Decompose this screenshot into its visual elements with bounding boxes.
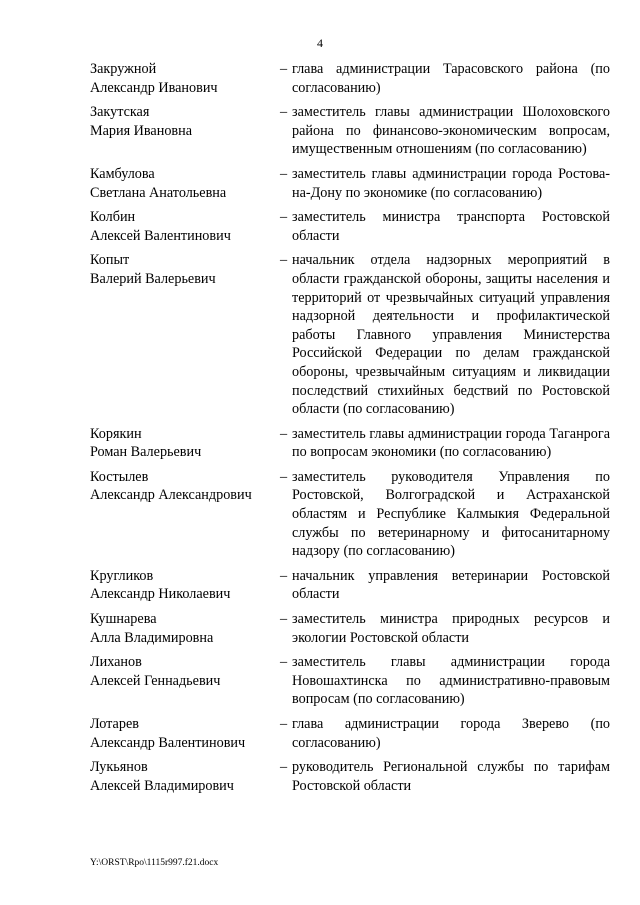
person-name [90,251,280,418]
person-name [90,653,280,709]
dash: – [280,759,288,776]
given-names: Валерий Валерьевич [90,270,216,287]
person-name [90,468,280,561]
position-description: заместитель министра транспорта Ростовской области [292,209,610,244]
position-description: начальник управления ветеринарии Ростовской области [292,567,610,603]
person-name [90,60,280,97]
list-item [90,758,610,795]
member-list [90,60,610,801]
position-description: заместитель главы администрации города Таганрога по вопросам экономики (по согласованию) [292,425,610,461]
list-item [90,468,610,561]
person-name [90,103,280,159]
given-names: Алексей Геннадьевич [90,672,221,689]
position-description: глава администрации Тарасовского района (по согласованию) [292,61,610,96]
given-names: Алексей Валентинович [90,227,231,244]
dash: – [280,468,288,485]
file-path-footer: Y:\ORST\Rpo\1115r997.f21.docx [90,858,219,868]
position-description: начальник отдела надзорных мероприятий в области гражданской обороны, защиты населения и территорий от чрезвычайных ситуаций управления надзорной деятельности и профилактической работы Главного управления Министерства Российской Федерации по делам гражданской обороны, чрезвычайным ситуациям и ликвидации последствий стихийных бедствий по Ростовской области (по согласованию) [292,252,610,418]
dash: – [280,611,288,628]
given-names: Александр Валентинович [90,734,246,751]
list-item [90,610,610,647]
position-description: заместитель главы администрации Шолоховского района по финансово-экономическим вопросам, имущественным отношениям (по согласованию) [292,104,610,158]
person-name [90,610,280,647]
surname: Лиханов [90,654,142,671]
dash: – [280,425,288,442]
surname: Закутская [90,104,150,121]
position-description: заместитель руководителя Управления по Ростовской, Волгоградской и Астраханской областям и Республике Калмыкия Федеральной службы по ветеринарному и фитосанитарному надзору (по согласованию) [292,468,610,560]
given-names: Александр Александрович [90,487,252,504]
position-description: руководитель Региональной службы по тарифам Ростовской области [292,759,610,794]
position-description: заместитель министра природных ресурсов и экологии Ростовской области [292,611,610,646]
surname: Кругликов [90,567,154,584]
given-names: Мария Ивановна [90,122,193,139]
dash: – [280,654,288,671]
dash: – [280,209,288,226]
list-item [90,251,610,418]
dash: – [280,567,288,584]
list-item [90,567,610,604]
given-names: Роман Валерьевич [90,444,202,461]
given-names: Светлана Анатольевна [90,184,227,201]
surname: Закружной [90,61,157,77]
surname: Копыт [90,252,130,269]
given-names: Алла Владимировна [90,629,214,646]
surname: Колбин [90,209,136,226]
given-names: Александр Николаевич [90,586,231,603]
list-item [90,208,610,245]
dash: – [280,104,288,121]
list-item [90,653,610,709]
surname: Лотарев [90,716,139,732]
list-item [90,715,610,752]
surname: Корякин [90,425,142,442]
surname: Костылев [90,468,149,485]
person-name [90,758,280,795]
list-item [90,103,610,159]
surname: Камбулова [90,165,155,182]
list-item [90,60,610,97]
dash: – [280,716,288,732]
given-names: Александр Иванович [90,79,218,96]
surname: Кушнарева [90,611,157,628]
person-name [90,715,280,752]
surname: Лукьянов [90,759,148,776]
list-item [90,425,610,462]
dash: – [280,252,288,269]
given-names: Алексей Владимирович [90,777,234,794]
page-number: 4 [317,36,323,50]
dash: – [280,61,288,77]
position-description: заместитель главы администрации города Ростова-на-Дону по экономике (по согласованию) [292,165,610,201]
person-name [90,425,280,462]
position-description: глава администрации города Зверево (по согласованию) [292,716,610,751]
dash: – [280,165,288,182]
list-item [90,165,610,202]
position-description: заместитель главы администрации города Новошахтинска по административно-правовым вопросам (по согласованию) [292,654,610,708]
person-name [90,208,280,245]
person-name [90,165,280,202]
person-name [90,567,280,604]
